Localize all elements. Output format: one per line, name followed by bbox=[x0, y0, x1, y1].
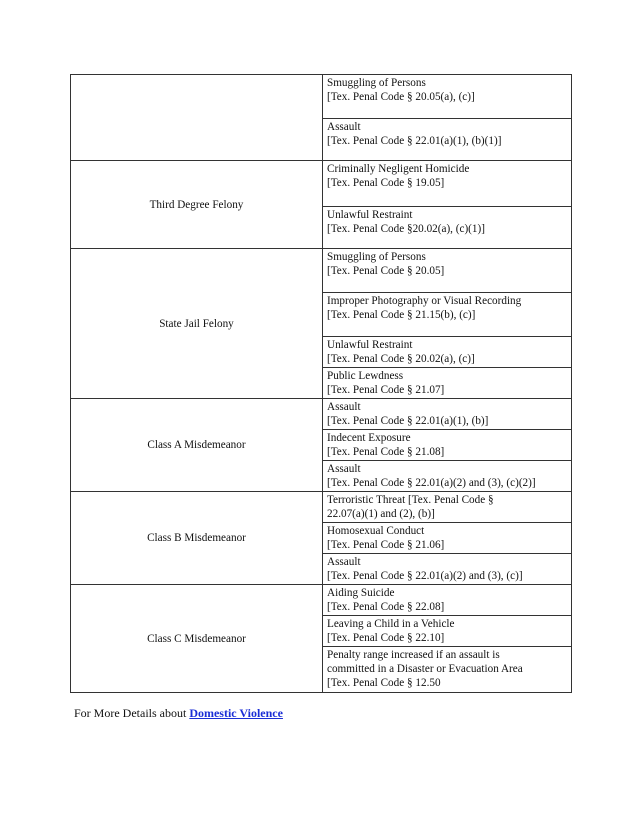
offense-cell bbox=[323, 293, 572, 337]
offense-name: Penalty range increased if an assault is bbox=[327, 649, 500, 661]
offense-code: [Tex. Penal Code § 20.05] bbox=[327, 265, 445, 277]
offense-code: [Tex. Penal Code § 21.07] bbox=[327, 384, 445, 396]
offense-cell bbox=[323, 554, 572, 585]
offense-cell bbox=[323, 249, 572, 293]
offense-code: [Tex. Penal Code § 12.50 bbox=[327, 677, 441, 689]
grade-cell bbox=[71, 75, 323, 161]
offense-cell bbox=[323, 161, 572, 207]
grade-cell: Class A Misdemeanor bbox=[71, 399, 323, 492]
grade-cell: State Jail Felony bbox=[71, 249, 323, 399]
offense-code: [Tex. Penal Code § 22.10] bbox=[327, 632, 445, 644]
offense-name: Assault bbox=[327, 401, 361, 413]
offense-code: [Tex. Penal Code § 21.08] bbox=[327, 446, 445, 458]
offense-cell bbox=[323, 461, 572, 492]
grade-cell: Third Degree Felony bbox=[71, 161, 323, 249]
grade-cell: Class B Misdemeanor bbox=[71, 492, 323, 585]
offense-cell bbox=[323, 337, 572, 368]
offense-code: [Tex. Penal Code § 22.01(a)(1), (b)(1)] bbox=[327, 135, 502, 147]
offense-code: [Tex. Penal Code § 22.08] bbox=[327, 601, 445, 613]
offense-name: Assault bbox=[327, 556, 361, 568]
table-row bbox=[71, 492, 572, 523]
offense-name: Unlawful Restraint bbox=[327, 209, 413, 221]
offense-cell bbox=[323, 430, 572, 461]
offense-name: Assault bbox=[327, 463, 361, 475]
offense-name: Public Lewdness bbox=[327, 370, 404, 382]
offense-cell bbox=[323, 119, 572, 161]
offense-name: Terroristic Threat [Tex. Penal Code § bbox=[327, 494, 494, 506]
grade-cell: Class C Misdemeanor bbox=[71, 585, 323, 693]
offense-name: Improper Photography or Visual Recording bbox=[327, 295, 522, 307]
offense-code: [Tex. Penal Code § 19.05] bbox=[327, 177, 445, 189]
table-row bbox=[71, 161, 572, 207]
offense-name: Leaving a Child in a Vehicle bbox=[327, 618, 455, 630]
offense-name: Smuggling of Persons bbox=[327, 251, 426, 263]
offense-cell bbox=[323, 492, 572, 523]
offense-cell bbox=[323, 207, 572, 249]
offense-name: Aiding Suicide bbox=[327, 587, 395, 599]
offense-name: Criminally Negligent Homicide bbox=[327, 163, 470, 175]
table-row bbox=[71, 75, 572, 119]
offense-code: [Tex. Penal Code § 22.01(a)(2) and (3), (c)(2)] bbox=[327, 477, 536, 489]
offense-cell bbox=[323, 368, 572, 399]
offense-code: [Tex. Penal Code § 21.06] bbox=[327, 539, 445, 551]
offense-extra: committed in a Disaster or Evacuation Area bbox=[327, 663, 523, 675]
offense-name: Indecent Exposure bbox=[327, 432, 411, 444]
offense-code: [Tex. Penal Code § 22.01(a)(2) and (3), (c)] bbox=[327, 570, 523, 582]
footer-note bbox=[74, 706, 283, 721]
offense-cell bbox=[323, 399, 572, 430]
offense-name: Unlawful Restraint bbox=[327, 339, 413, 351]
offense-cell bbox=[323, 75, 572, 119]
offense-cell bbox=[323, 523, 572, 554]
offense-cell bbox=[323, 616, 572, 647]
offense-cell bbox=[323, 647, 572, 693]
table-row bbox=[71, 585, 572, 616]
offense-code: [Tex. Penal Code § 22.01(a)(1), (b)] bbox=[327, 415, 489, 427]
domestic-violence-link[interactable]: Domestic Violence bbox=[189, 706, 283, 720]
offense-cell bbox=[323, 585, 572, 616]
offense-code: [Tex. Penal Code § 20.05(a), (c)] bbox=[327, 91, 475, 103]
offense-grade-table bbox=[70, 74, 572, 693]
table-row bbox=[71, 249, 572, 293]
offense-code: 22.07(a)(1) and (2), (b)] bbox=[327, 508, 435, 520]
footer-text: For More Details about bbox=[74, 706, 190, 720]
offense-name: Homosexual Conduct bbox=[327, 525, 425, 537]
offense-code: [Tex. Penal Code § 20.02(a), (c)] bbox=[327, 353, 475, 365]
offense-name: Assault bbox=[327, 121, 361, 133]
table-row bbox=[71, 399, 572, 430]
offense-code: [Tex. Penal Code § 21.15(b), (c)] bbox=[327, 309, 476, 321]
offense-code: [Tex. Penal Code §20.02(a), (c)(1)] bbox=[327, 223, 485, 235]
offense-name: Smuggling of Persons bbox=[327, 77, 426, 89]
